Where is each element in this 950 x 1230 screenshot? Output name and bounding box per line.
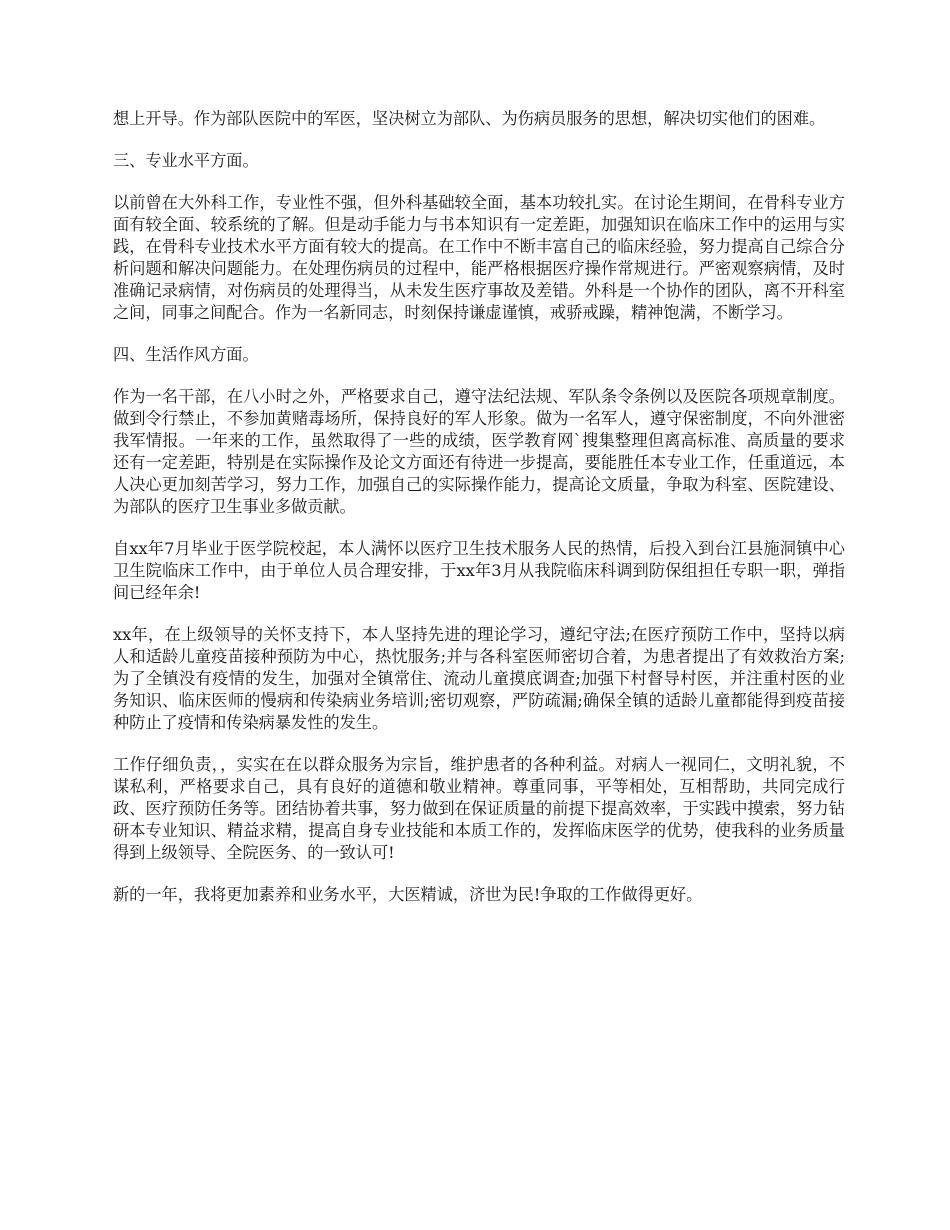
section-heading-life-style: 四、生活作风方面。 <box>113 345 259 364</box>
paragraph-career-start: 自xx年7月毕业于医学院校起，本人满怀以医疗卫生技术服务人民的热情，后投入到台江县施洞镇中心卫生院临床工作中，由于单位人员合理安排，于xx年3月从我院临床科调到防保组担任专职一职，弹指间已经年余! <box>113 539 845 602</box>
document-page <box>113 108 845 926</box>
paragraph-work-attitude: 工作仔细负责，，实实在在以群众服务为宗旨，维护患者的各种利益。对病人一视同仁，文明礼貌，不谋私利，严格要求自己，具有良好的道德和敬业精神。尊重同事，平等相处，互相帮助，共同完成行政、医疗预防任务等。团结协着共事，努力做到在保证质量的前提下提高效率，于实践中摸索，努力钻研本专业知识、精益求精，提高自身专业技能和本质工作的，发挥临床医学的优势，使我科的业务质量得到上级领导、全院医务、的一致认可! <box>113 755 845 862</box>
paragraph-annual-work: xx年，在上级领导的关怀支持下，本人坚持先进的理论学习，遵纪守法;在医疗预防工作中，坚持以病人和适龄儿童疫苗接种预防为中心，热忱服务;并与各科室医师密切合着，为患者提出了有效救治方案;为了全镇没有疫情的发生，加强对全镇常住、流动儿童摸底调查;加强下村督导村医，并注重村医的业务知识、临床医师的慢病和传染病业务培训;密切观察，严防疏漏;确保全镇的适龄儿童都能得到疫苗接种防止了疫情和传染病暴发性的发生。 <box>113 625 845 732</box>
paragraph-professional-level: 以前曾在大外科工作，专业性不强，但外科基础较全面，基本功较扎实。在讨论生期间，在骨科专业方面有较全面、较系统的了解。但是动手能力与书本知识有一定差距，加强知识在临床工作中的运用与实践，在骨科专业技术水平方面有较大的提高。在工作中不断丰富自己的临床经验，努力提高自己综合分析问题和解决问题能力。在处理伤病员的过程中，能严格根据医疗操作常规进行。严密观察病情，及时准确记录病情，对伤病员的处理得当，从未发生医疗事故及差错。外科是一个协作的团队，离不开科室之间，同事之间配合。作为一名新同志，时刻保持谦虚谨慎，戒骄戒躁，精神饱满，不断学习。 <box>113 193 845 322</box>
paragraph-new-year-plan: 新的一年，我将更加素养和业务水平，大医精诚，济世为民!争取的工作做得更好。 <box>113 885 703 904</box>
paragraph-life-style: 作为一名干部，在八小时之外，严格要求自己，遵守法纪法规、军队条令条例以及医院各项规章制度。做到令行禁止，不参加黄赌毒场所，保持良好的军人形象。做为一名军人，遵守保密制度，不向外泄密我军情报。一年来的工作，虽然取得了一些的成绩，医学教育网`搜集整理但离高标准、高质量的要求还有一定差距，特别是在实际操作及论文方面还有待进一步提高，要能胜任本专业工作，任重道远，本人决心更加刻苦学习，努力工作，加强自己的实际操作能力，提高论文质量，争取为科室、医院建设、为部队的医疗卫生事业多做贡献。 <box>113 387 845 516</box>
paragraph-intro-continuation: 想上开导。作为部队医院中的军医，坚决树立为部队、为伤病员服务的思想，解决切实他们的困难。 <box>113 109 826 128</box>
section-heading-professional-level: 三、专业水平方面。 <box>113 151 259 170</box>
